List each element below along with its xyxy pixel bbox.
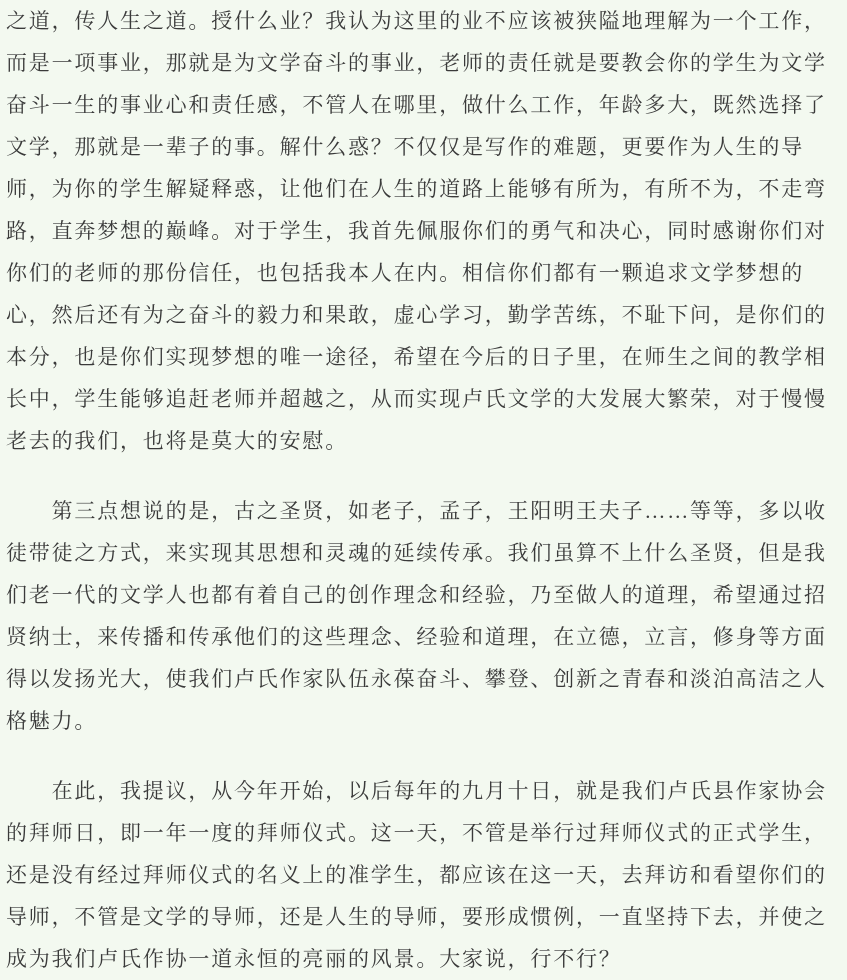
text-line: 还是没有经过拜师仪式的名义上的准学生，都应该在这一天，去拜访和看望你们的 — [6, 863, 827, 887]
text-line: 成为我们卢氏作协一道永恒的亮丽的风景。大家说，行不行？ — [6, 947, 622, 971]
text-line: 第三点想说的是，古之圣贤，如老子，孟子，王阳明王夫子……等等，多以收 — [6, 499, 827, 523]
text-line: 之道，传人生之道。授什么业？我认为这里的业不应该被狭隘地理解为一个工作， — [6, 9, 827, 33]
document-text — [6, 0, 841, 980]
text-line: 导师，不管是文学的导师，还是人生的导师，要形成惯例，一直坚持下去，并使之 — [6, 905, 827, 929]
text-line: 你们的老师的那份信任，也包括我本人在内。相信你们都有一颗追求文学梦想的 — [6, 261, 804, 285]
text-line: 得以发扬光大，使我们卢氏作家队伍永葆奋斗、攀登、创新之青春和淡泊高洁之人 — [6, 667, 827, 691]
text-line: 在此，我提议，从今年开始，以后每年的九月十日，就是我们卢氏县作家协会 — [6, 779, 827, 803]
paragraph — [6, 490, 841, 742]
text-line: 的拜师日，即一年一度的拜师仪式。这一天，不管是举行过拜师仪式的正式学生， — [6, 821, 827, 845]
text-line: 而是一项事业，那就是为文学奋斗的事业，老师的责任就是要教会你的学生为文学 — [6, 51, 827, 75]
text-line: 们老一代的文学人也都有着自己的创作理念和经验，乃至做人的道理，希望通过招 — [6, 583, 827, 607]
text-line: 师，为你的学生解疑释惑，让他们在人生的道路上能够有所为，有所不为，不走弯 — [6, 177, 827, 201]
text-line: 奋斗一生的事业心和责任感，不管人在哪里，做什么工作，年龄多大，既然选择了 — [6, 93, 827, 117]
paragraph — [6, 0, 841, 462]
text-line: 心，然后还有为之奋斗的毅力和果敢，虚心学习，勤学苦练，不耻下问，是你们的 — [6, 303, 827, 327]
text-line: 格魅力。 — [6, 709, 98, 733]
text-line: 长中，学生能够追赶老师并超越之，从而实现卢氏文学的大发展大繁荣，对于慢慢 — [6, 387, 827, 411]
text-line: 本分，也是你们实现梦想的唯一途径，希望在今后的日子里，在师生之间的教学相 — [6, 345, 827, 369]
text-line: 路，直奔梦想的巅峰。对于学生，我首先佩服你们的勇气和决心，同时感谢你们对 — [6, 219, 827, 243]
paragraph — [6, 770, 841, 980]
text-line: 老去的我们，也将是莫大的安慰。 — [6, 429, 348, 453]
text-line: 文学，那就是一辈子的事。解什么惑？不仅仅是写作的难题，更要作为人生的导 — [6, 135, 804, 159]
text-line: 贤纳士，来传播和传承他们的这些理念、经验和道理，在立德，立言，修身等方面 — [6, 625, 827, 649]
text-line: 徒带徒之方式，来实现其思想和灵魂的延续传承。我们虽算不上什么圣贤，但是我 — [6, 541, 827, 565]
